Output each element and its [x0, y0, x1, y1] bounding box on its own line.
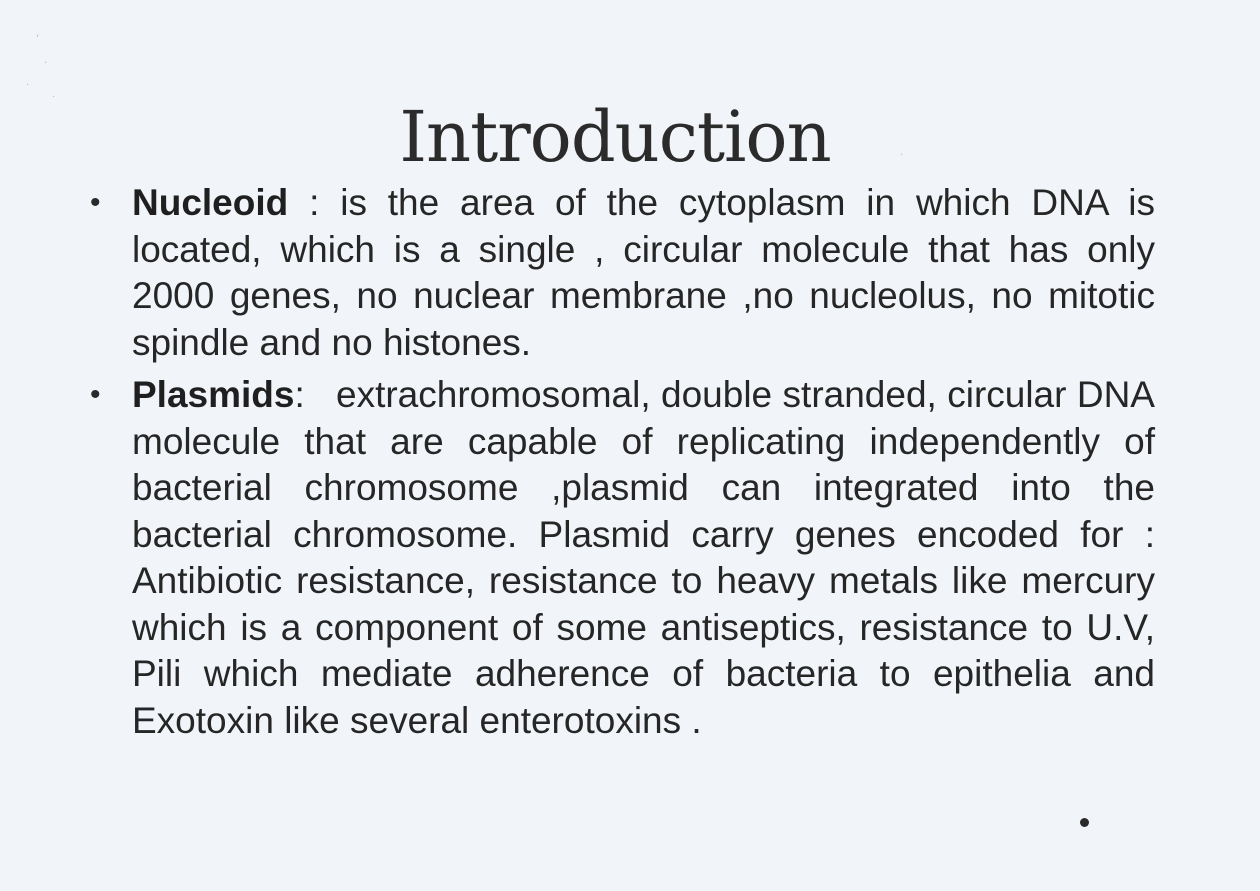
bullet-plasmids [90, 372, 1155, 744]
bullet-body: is the area of the cytoplasm in which DNA is located, which is a single , circular molecule that has only 2000 genes, no nuclear membrane ,no nucleolus, no mitotic spindle and no histones. [132, 182, 1156, 363]
bullet-term: Plasmids [132, 374, 295, 415]
scan-speck: · [900, 150, 904, 161]
slide-title: Introduction [399, 96, 831, 178]
scan-speck: · [52, 92, 56, 103]
bullet-text [132, 180, 1155, 366]
scan-speck: · [44, 58, 48, 69]
bullet-text [132, 372, 1155, 744]
scan-speck: , [36, 28, 40, 39]
bullet-term: Nucleoid [132, 182, 289, 223]
bullet-separator: : [288, 182, 341, 223]
scan-speck: · [26, 80, 30, 91]
bullet-nucleoid [90, 180, 1155, 366]
bullet-separator: : [294, 374, 336, 415]
bullet-dot-icon: • [90, 186, 101, 219]
bullet-dot-icon: • [90, 378, 101, 411]
bullet-body: extrachromosomal, double stranded, circular DNA molecule that are capable of replicating independently of bacterial chromosome ,plasmid can integrated into the bacterial chromosome. Plasmid carry genes encoded for : Antibiotic resistance, resistance to heavy metals like mercury which is a component of some antiseptics, resistance to U.V, Pili which mediate adherence of bacteria to epithelia and Exotoxin like several enterotoxins . [132, 374, 1155, 741]
bullet-list [90, 180, 1155, 750]
stray-dot-icon [1080, 818, 1089, 827]
